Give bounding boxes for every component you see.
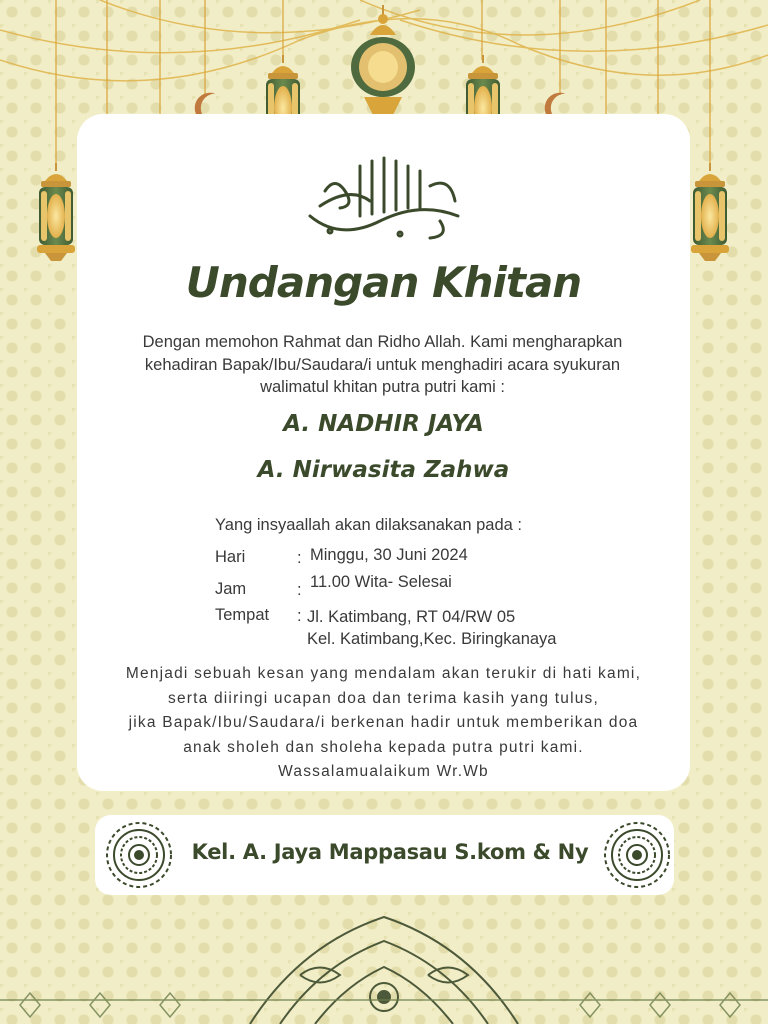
- event-value-place-2: Kel. Katimbang,Kec. Biringkanaya: [307, 630, 557, 648]
- event-value-place: Jl. Katimbang, RT 04/RW 05: [307, 608, 516, 626]
- page-title: Undangan Khitan: [185, 258, 582, 307]
- event-label-day: Hari: [215, 548, 246, 566]
- closing-line: jika Bapak/Ibu/Saudara/i berkenan hadir untuk memberikan doa: [128, 714, 639, 731]
- child-name: A. Nirwasita Zahwa: [257, 457, 510, 483]
- closing-text: [85, 662, 682, 785]
- event-intro: Yang insyaallah akan dilaksanakan pada :: [215, 516, 522, 534]
- closing-line: serta diiringi ucapan doa dan terima kasih yang tulus,: [168, 689, 599, 707]
- mandala-icon: [602, 820, 672, 890]
- bismillah-calligraphy: [300, 146, 468, 246]
- closing-line: Menjadi sebuah kesan yang mendalam akan terukir di hati kami,: [125, 665, 642, 682]
- child-name: A. NADHIR JAYA: [283, 411, 484, 437]
- intro-text: Dengan memohon Rahmat dan Ridho Allah. Kami mengharapkan kehadiran Bapak/Ibu/Saudara/i untuk menghadiri acara syukuran walimatul khitan putra putri kami :: [142, 333, 623, 396]
- lantern-icon: [37, 163, 75, 261]
- event-value-day: Minggu, 30 Juni 2024: [310, 546, 468, 564]
- closing-line: anak sholeh dan sholeha kepada putra putri kami.: [183, 738, 584, 756]
- closing-line: Wassalamualaikum Wr.Wb: [278, 763, 489, 780]
- mandala-icon: [104, 820, 174, 890]
- lantern-icon: [691, 163, 729, 261]
- signature-text: Kel. A. Jaya Mappasau S.kom & Ny: [191, 840, 589, 864]
- event-colon: :: [297, 549, 302, 567]
- event-label-time: Jam: [215, 580, 247, 598]
- event-value-time: 11.00 Wita- Selesai: [310, 573, 452, 591]
- event-label-place: Tempat: [215, 606, 270, 624]
- bottom-ornament: [0, 905, 768, 1024]
- event-colon: :: [297, 607, 302, 625]
- event-colon: :: [297, 581, 302, 599]
